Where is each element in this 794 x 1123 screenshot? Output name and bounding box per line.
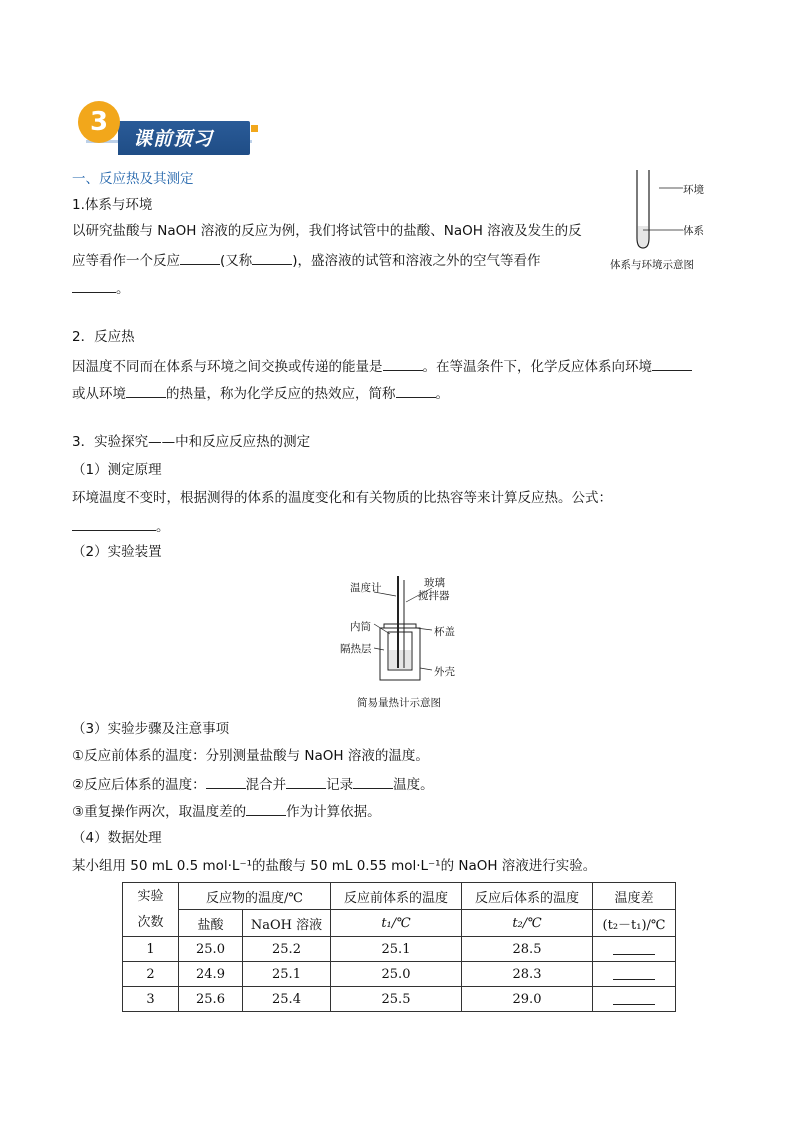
fill-blank [246,801,286,816]
cell-hcl: 25.6 [179,987,243,1012]
label-thermometer: 温度计 [350,582,382,594]
subheading-principle: （1）测定原理 [72,462,162,478]
label-shell: 外壳 [434,666,455,678]
header-before-unit: t₁/℃ [331,910,462,937]
step-2 [72,774,434,794]
fill-blank [613,940,655,955]
header-trial [123,883,179,937]
cell-t1: 25.5 [331,987,462,1012]
text: 温度。 [393,777,434,793]
text: ②反应后体系的温度： [72,777,206,793]
paragraph-line: 环境温度不变时，根据测得的体系的温度变化和有关物质的比热容等来计算反应热。公式： [72,490,612,506]
text: 。在等温条件下，化学反应体系向环境 [422,359,652,375]
table-header-row [123,883,676,910]
cell-diff [593,987,676,1012]
fill-blank [613,990,655,1005]
text: 。 [156,519,170,535]
label-lid: 杯盖 [434,626,455,638]
cell-diff [593,937,676,962]
cell-t1: 25.1 [331,937,462,962]
header-text: 实验 [137,888,164,904]
subheading-experiment: 3．实验探究——中和反应反应热的测定 [72,434,311,450]
fill-blank [72,278,116,293]
figure-label-environment: 环境 [683,184,704,196]
cell-hcl: 24.9 [179,962,243,987]
header-naoh: NaOH 溶液 [243,910,331,937]
text: )，盛溶液的试管和溶液之外的空气等看作 [292,253,541,269]
text: (又称 [220,253,253,269]
paragraph-line [72,356,692,376]
paragraph-line [72,383,449,403]
subheading-reaction-heat: 2．反应热 [72,329,135,345]
subheading-apparatus: （2）实验装置 [72,544,162,560]
text: 。 [435,386,449,402]
fill-blank [180,250,220,265]
cell-naoh: 25.4 [243,987,331,1012]
header-reactant: 反应物的温度/℃ [179,883,331,910]
section-heading: 一、反应热及其测定 [72,171,194,187]
cell-trial: 2 [123,962,179,987]
text: 因温度不同而在体系与环境之间交换或传递的能量是 [72,359,383,375]
subheading-data: （4）数据处理 [72,830,162,846]
table-row [123,962,676,987]
banner-title: 课前预习 [133,128,214,150]
paragraph-line [72,516,170,536]
fill-blank [652,356,692,371]
table-row [123,987,676,1012]
header-diff: 温度差 [593,883,676,910]
text: 。 [116,281,130,297]
cell-t2: 28.5 [462,937,593,962]
fill-blank [396,383,436,398]
banner-decoration-square [251,125,258,132]
text: 混合并 [245,777,287,793]
fill-blank [383,356,423,371]
apparatus-caption: 简易量热计示意图 [357,697,441,709]
table-header-row [123,910,676,937]
data-table [122,882,676,1012]
text: ③重复操作两次，取温度差的 [72,804,247,820]
fill-blank [613,965,655,980]
paragraph-line [72,278,130,298]
header-hcl: 盐酸 [179,910,243,937]
paragraph-line [72,250,541,270]
step-3 [72,801,381,821]
text: 或从环境 [72,386,126,402]
label-glass: 玻璃 [424,577,445,589]
label-stirrer: 搅拌器 [418,590,450,602]
label-insulation: 隔热层 [340,643,372,655]
cell-hcl: 25.0 [179,937,243,962]
fill-blank [126,383,166,398]
text: 的热量，称为化学反应的热效应，简称 [166,386,396,402]
subheading-system-environment: 1.体系与环境 [72,197,153,213]
fill-blank [286,774,326,789]
paragraph-line: 某小组用 50 mL 0.5 mol·L⁻¹的盐酸与 50 mL 0.55 mol·L⁻¹的 NaOH 溶液进行实验。 [72,858,597,874]
system-environment-figure [625,168,715,252]
cell-trial: 1 [123,937,179,962]
cell-trial: 3 [123,987,179,1012]
label-inner-cup: 内筒 [350,621,371,633]
fill-blank [353,774,393,789]
header-before: 反应前体系的温度 [331,883,462,910]
header-diff-unit: (t₂－t₁)/℃ [593,910,676,937]
subheading-steps: （3）实验步骤及注意事项 [72,721,230,737]
fill-blank [206,774,246,789]
header-after-unit: t₂/℃ [462,910,593,937]
step-1: ①反应前体系的温度：分别测量盐酸与 NaOH 溶液的温度。 [72,748,429,764]
cell-t2: 28.3 [462,962,593,987]
text: 作为计算依据。 [286,804,381,820]
header-text: 次数 [137,914,164,930]
solution [389,650,411,669]
cell-t1: 25.0 [331,962,462,987]
fill-blank [72,516,156,531]
paragraph-line: 以研究盐酸与 NaOH 溶液的反应为例，我们将试管中的盐酸、NaOH 溶液及发生的反 [72,223,582,239]
table-row [123,937,676,962]
header-after: 反应后体系的温度 [462,883,593,910]
cell-t2: 29.0 [462,987,593,1012]
figure-caption: 体系与环境示意图 [610,259,694,271]
cell-diff [593,962,676,987]
text: 应等看作一个反应 [72,253,180,269]
cell-naoh: 25.2 [243,937,331,962]
fill-blank [252,250,292,265]
text: 记录 [326,777,354,793]
cell-naoh: 25.1 [243,962,331,987]
test-tube-liquid [638,226,648,247]
figure-label-system: 体系 [683,225,704,237]
banner-number: 3 [89,107,109,137]
